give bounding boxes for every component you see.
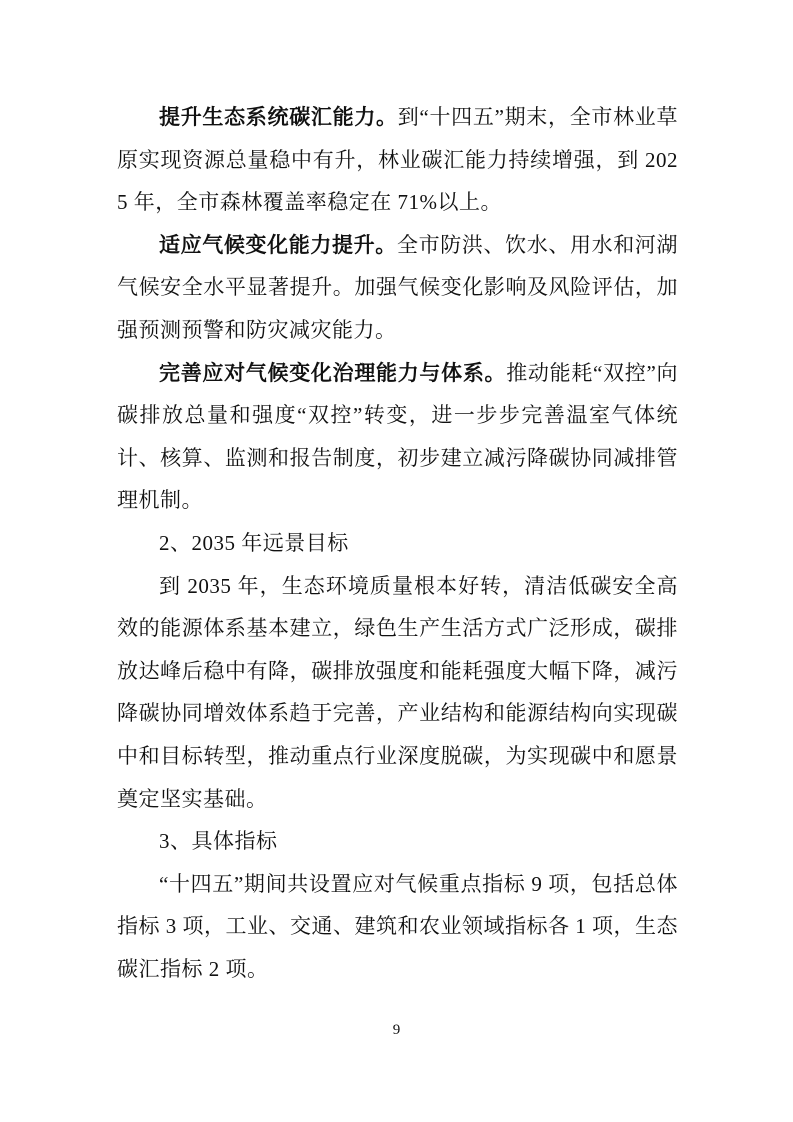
heading-specific-indicators: [117, 820, 678, 863]
paragraph-2035-vision: [117, 565, 678, 821]
paragraph-indicator-summary: [117, 863, 678, 991]
paragraph-text: 3、具体指标: [159, 829, 278, 854]
paragraph-text: 2、2035 年远景目标: [159, 530, 349, 555]
document-body: [117, 96, 678, 990]
page-number: 9: [392, 1022, 401, 1038]
heading-2035-goals: [117, 522, 678, 565]
paragraph-text: 到 2035 年，生态环境质量根本好转，清洁低碳安全高效的能源体系基本建立，绿色生产生活方式广泛形成，碳排放达峰后稳中有降，碳排放强度和能耗强度大幅下降，减污降碳协同增效体系趋于完善，产业结构和能源结构向实现碳中和目标转型，推动重点行业深度脱碳，为实现碳中和愿景奠定坚实基础。: [117, 573, 678, 811]
paragraph-governance-system: [117, 352, 678, 522]
paragraph-lead: 适应气候变化能力提升。: [159, 232, 397, 257]
paragraph-lead: 提升生态系统碳汇能力。: [159, 105, 398, 129]
paragraph-lead: 完善应对气候变化治理能力与体系。: [159, 360, 507, 385]
paragraph-text: 推动能耗“双控”向碳排放总量和强度“双控”转变，进一步步完善温室气体统计、核算、监测和报告制度，初步建立减污降碳协同减排管理机制。: [117, 360, 678, 513]
paragraph-text: 全市防洪、饮水、用水和河湖气候安全水平显著提升。加强气候变化影响及风险评估，加强预测预警和防灾减灾能力。: [117, 232, 679, 342]
paragraph-text: 到“十四五”期末，全市林业草原实现资源总量稳中有升，林业碳汇能力持续增强，到 2025 年，全市森林覆盖率稳定在 71%以上。: [117, 105, 679, 215]
paragraph-carbon-sink: [117, 96, 678, 224]
paragraph-text: “十四五”期间共设置应对气候重点指标 9 项，包括总体指标 3 项，工业、交通、建筑和农业领域指标各 1 项，生态碳汇指标 2 项。: [117, 871, 678, 981]
paragraph-climate-adaptation: [117, 224, 678, 352]
